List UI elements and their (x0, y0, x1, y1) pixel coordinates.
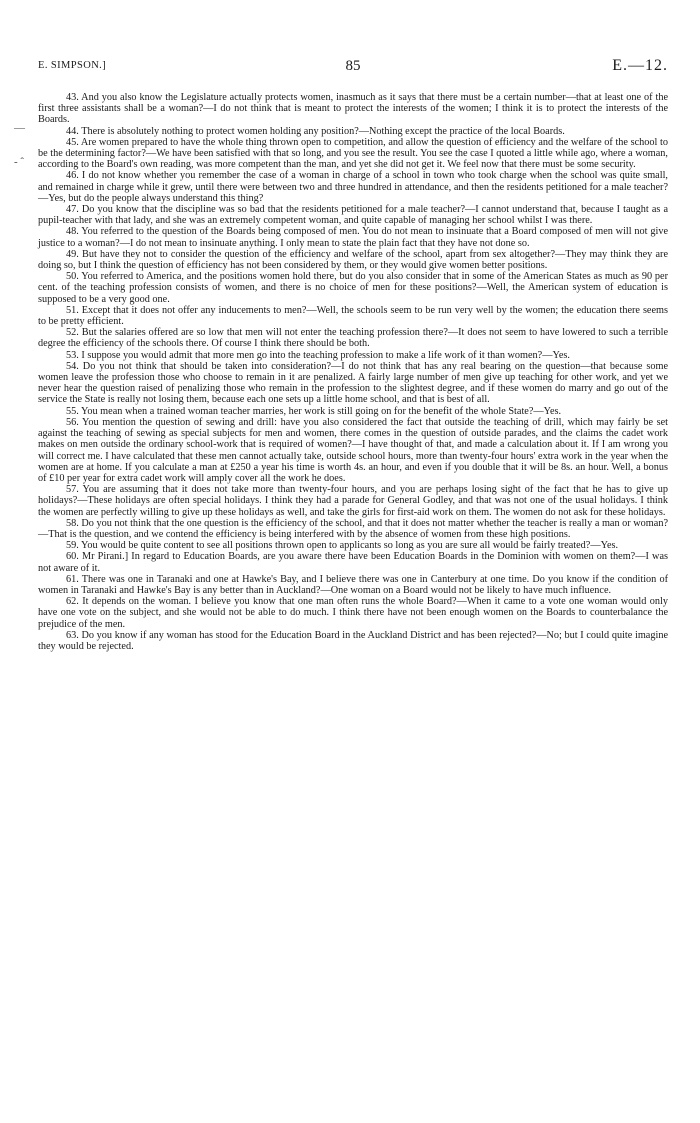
question-answer-paragraph: 57. You are assuming that it does not take more than twenty-four hours, and you are perhaps losing sight of the fact that he has to give up holidays?—These holidays are often special holidays. I think they had a parade for General Godley, and that was not one of the usual holidays. I think the women are perfectly willing to give up these holidays as well, and take the girls for first-aid work on them. The women do not ask for these holidays. (38, 484, 668, 518)
question-answer-paragraph: 60. Mr Pirani.] In regard to Education Boards, are you aware there have been Education Boards in the Dominion with women on them?—I was not aware of it. (38, 551, 668, 574)
witness-name: E. SIMPSON.] (38, 60, 107, 71)
question-answer-paragraph: 47. Do you know that the discipline was so bad that the residents petitioned for a male teacher?—I cannot understand that, because I taught as a pupil-teacher with that lady, and she was an extremely competent woman, and quite capable of managing her school whilst I was there. (38, 204, 668, 227)
question-answer-paragraph: 59. You would be quite content to see all positions thrown open to applicants so long as you are sure all would be fairly treated?—Yes. (66, 540, 619, 552)
margin-mark: — (14, 122, 25, 134)
question-answer-paragraph: 49. But have they not to consider the question of the efficiency and welfare of the school, apart from sex altogether?—They may think they are doing so, but I think the question of efficiency has not been considered by them, or they would give women better positions. (38, 248, 668, 272)
question-answer-paragraph: 52. But the salaries offered are so low that men will not enter the teaching profession there?—It does not seem to have lowered to such a terrible degree the efficiency of the schools there. Of course I think there should be both. (38, 327, 668, 350)
question-answer-paragraph: 55. You mean when a trained woman teacher marries, her work is still going on for the benefit of the whole State?—Yes. (66, 405, 562, 417)
paper-reference: E.—12. (612, 57, 668, 74)
page-number: 85 (345, 58, 361, 74)
page-header (38, 58, 668, 78)
question-answer-paragraph: 48. You referred to the question of the Boards being composed of men. You do not mean to insinuate that a Board composed of men will not give justice to a woman?—I do not mean to insinuate anything. I only mean to state the plain fact that they have not done so. (38, 226, 668, 249)
question-answer-paragraph: 56. You mention the question of sewing and drill: have you also considered the fact that outside the teaching of drill, which may fairly be set against the teaching of sewing as special subjects for men and women, there comes in the question of outside parades, and the claims the cadet work makes on men outside the ordinary school-work that is required of women?—I have thought of that, and made a calculation about it. If I am wrong you will correct me. I have calculated that these men cannot actually take, outside school hours, more than twenty-four hours' extra work in the year when the women are at home. If you calculate a man at £250 a year his time is worth 4s. an hour, and even if you double that it will be 8s. an hour. Well, a bonus of £10 per year for extra cadet work will amply cover all the work he does. (38, 416, 668, 484)
question-answer-paragraph: 45. Are women prepared to have the whole thing thrown open to competition, and allow the question of efficiency and the welfare of the school to be the determining factor?—We have been satisfied with that so long, and you see the result. You see the case I quoted a little while ago, where a woman, according to the Board's own reading, was more competent than the man, and yet she did not get it. We feel now that there must be some security. (38, 136, 668, 171)
question-answer-paragraph: 63. Do you know if any woman has stood for the Education Board in the Auckland District and has been rejected?—No; but I could quite imagine they would be rejected. (38, 629, 668, 652)
question-answer-paragraph: 54. Do you not think that should be taken into consideration?—I do not think that has any real bearing on the question—that because some women leave the profession those who choose to remain in it are penalized. A fairly large number of men give up teaching for other work, and yet we never hear the question raised of penalizing those who remain in the profession to the slightest degree, and if these women do marry and go out of the service the State is really not losing them, because each one sets up a little home school, and that is best of all. (38, 360, 668, 406)
question-answer-paragraph: 58. Do you not think that the one question is the efficiency of the school, and that it does not matter whether the teacher is really a man or woman?—That is the question, and we contend the efficiency is being interfered with by the absence of women from these high positions. (38, 517, 668, 540)
margin-mark: - ˆ (14, 156, 25, 168)
testimony-body (38, 92, 668, 652)
question-answer-paragraph: 43. And you also know the Legislature actually protects women, inasmuch as it says that there must be a certain number—that at least one of the first three assistants shall be a woman?—I do not think that is meant to protect the interests of the women; I think it is to protect the interests of the Boards. (38, 92, 668, 126)
question-answer-paragraph: 61. There was one in Taranaki and one at Hawke's Bay, and I believe there was one in Canterbury at one time. Do you know if the condition of women in Taranaki and Hawke's Bay is any better than in Auckland?—One woman on a Board would not be likely to have much influence. (38, 573, 668, 596)
question-answer-paragraph: 53. I suppose you would admit that more men go into the teaching profession to make a life work of it than women?—Yes. (66, 349, 570, 361)
question-answer-paragraph: 51. Except that it does not offer any inducements to men?—Well, the schools seem to be run very well by the women; the education there seems to be pretty efficient. (38, 304, 668, 328)
question-answer-paragraph: 62. It depends on the woman. I believe you know that one man often runs the whole Board?—When it came to a vote one woman would only have one vote on the subject, and she would not be able to do much. I think there have not been enough women on the Boards to counterbalance the prejudice of the men. (38, 596, 668, 630)
question-answer-paragraph: 44. There is absolutely nothing to protect women holding any position?—Nothing except the practice of the local Boards. (66, 125, 565, 137)
question-answer-paragraph: 50. You referred to America, and the positions women hold there, but do you also consider that in some of the American States as much as 90 per cent. of the teaching profession consists of women, and there is no choice of men for these positions?—Well, the American system of education is supposed to be a very good one. (38, 271, 668, 305)
question-answer-paragraph: 46. I do not know whether you remember the case of a woman in charge of a school in town who took charge when the school was quite small, and remained in charge while it grew, until there were between two and three hundred in attendance, and then the residents petitioned for a male teacher?—Yes, but do the people always understand this thing? (38, 170, 668, 204)
